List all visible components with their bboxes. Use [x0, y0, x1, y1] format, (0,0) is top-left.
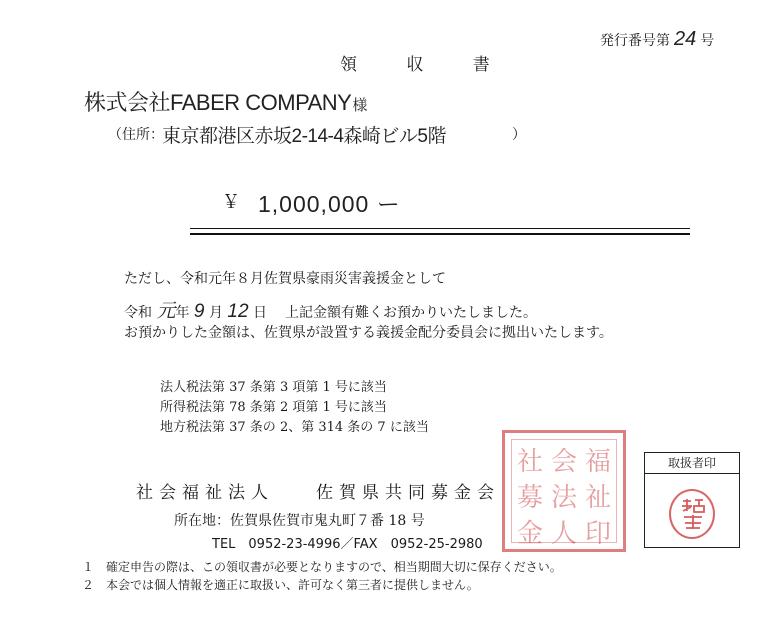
corporate-seal-icon: 社 会 福 募 法 祉 金 人 印 [502, 430, 626, 552]
date-day-unit: 日 [253, 305, 267, 321]
recipient-honorific: 様 [352, 97, 368, 114]
body-line-2-text: 上記金額有難くお預かりいたしました。 [285, 305, 537, 321]
organization-address: 所在地：佐賀県佐賀市鬼丸町７番 18 号 [174, 513, 425, 529]
date-era: 令和 [124, 305, 152, 321]
handler-stamp-label: 取扱者印 [645, 453, 739, 474]
amount-value: 1,000,000 ー [258, 191, 401, 217]
issue-suffix: 号 [700, 33, 715, 49]
issue-prefix: 発行番号第 [600, 33, 670, 49]
recipient-name: 株式会社FABER COMPANY [84, 90, 352, 115]
address-label: （住所： [108, 127, 164, 143]
organization-type: 社会福祉法人 [136, 483, 274, 503]
address-close: ） [512, 127, 526, 143]
organization-contact: TEL 0952-23-4996／FAX 0952-25-2980 [212, 537, 483, 552]
body-line-3: お預かりした金額は、佐賀県が設置する義援金配分委員会に拠出いたします。 [124, 325, 613, 341]
tax-note-3: 地方税法第 37 条の 2、第 314 条の 7 に該当 [160, 420, 429, 435]
tax-note-2: 所得税法第 78 条第 2 項第 1 号に該当 [160, 400, 387, 415]
body-line-1: ただし、令和元年８月佐賀県豪雨災害義援金として [124, 271, 446, 287]
footnote-2: ２ 本会では個人情報を適正に取扱い、許可なく第三者に提供しません。 [82, 578, 479, 592]
currency-symbol: ￥ [222, 192, 240, 213]
date-month-unit: 月 [208, 305, 223, 321]
amount-underline [190, 228, 690, 229]
footnote-1: １ 確定申告の際は、この領収書が必要となりますので、相当期間大切に保存ください。 [82, 560, 562, 574]
tax-note-1: 法人税法第 37 条第 3 項第 1 号に該当 [160, 380, 387, 395]
handler-hanko-icon [669, 489, 715, 539]
address-value: 東京都港区赤坂2-14-4森崎ビル5階 [162, 126, 446, 147]
date-month: 9 [193, 301, 205, 322]
document-title: 領 収 書 [340, 55, 512, 75]
organization-name: 佐賀県共同募金会 [316, 483, 500, 503]
date-day: 12 [227, 301, 249, 322]
handler-stamp-box [644, 452, 740, 548]
issue-number-value: 24 [674, 28, 697, 50]
amount-underline-double [190, 233, 690, 235]
date-year-unit: 年 [175, 305, 190, 321]
recipient [84, 86, 367, 117]
issue-number [600, 28, 714, 51]
body-line-2 [124, 296, 537, 323]
date-year: 元 [156, 301, 176, 322]
